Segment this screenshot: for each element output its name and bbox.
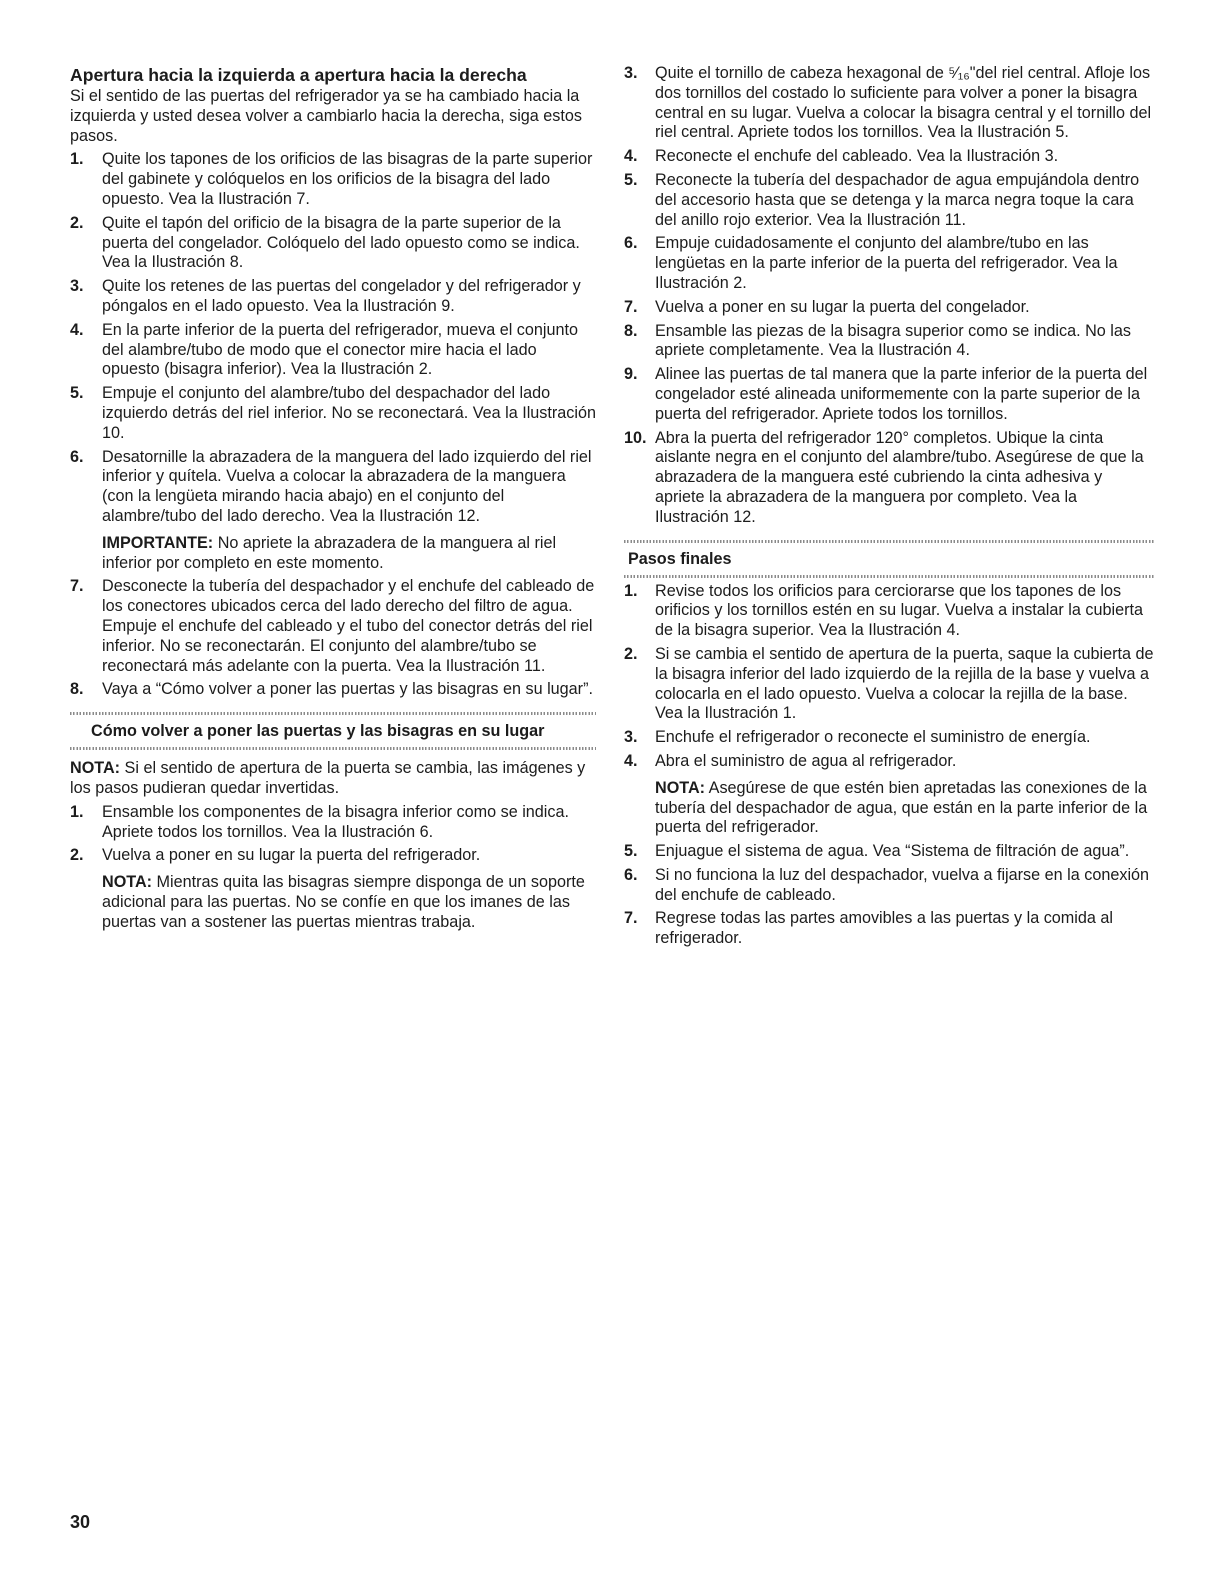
list-item: 1. Quite los tapones de los orificios de las bisagras de la parte superior del gabinete y colóquelos en los orificios de la bisagra del lado opuesto. Vea la Ilustración 7. [70,150,593,208]
list-item: 4. Abra el suministro de agua al refrigerador. NOTA: Asegúrese de que estén bien apretadas las conexiones de la tubería del despachador de agua, que están en la parte inferior de la puerta del refrigerador. [624,752,1154,838]
list-item: 4. En la parte inferior de la puerta del refrigerador, mueva el conjunto del alambre/tubo de modo que el conector mire hacia el lado opuesto (bisagra inferior). Vea la Ilustración 2. [70,320,579,379]
subheading-block [70,712,596,750]
list-item: 5. Reconecte la tubería del despachador de agua empujándola dentro del accesorio hasta que se detenga y la marca negra toque la cara del anillo rojo exterior. Vea la Ilustración 11. [624,170,1140,229]
list-item: 7. Vuelva a poner en su lugar la puerta del congelador. [624,297,1030,316]
list-item: 5. Enjuague el sistema de agua. Vea “Sistema de filtración de agua”. [624,842,1130,861]
list-item: 2. Vuelva a poner en su lugar la puerta del refrigerador. NOTA: Mientras quita las bisagras siempre disponga de un soporte adicional para las puertas. No se confíe en que los imanes de las puertas van a sostener las puertas mientras trabaja. [70,846,596,932]
list-item: 6. Empuje cuidadosamente el conjunto del alambre/tubo en las lengüetas en la parte inferior de la puerta del refrigerador. Vea la Ilustración 2. [624,234,1118,292]
list-item: 8. Ensamble las piezas de la bisagra superior como se indica. No las apriete completamente. Vea la Ilustración 4. [624,321,1131,360]
section-heading-left-to-right: Apertura hacia la izquierda a apertura hacia la derecha [70,65,527,85]
list-item: 1. Revise todos los orificios para cerciorarse que los tapones de los orificios y los tornillos estén en su lugar. Vuelva a instalar la cubierta de la bisagra superior. Vea la Ilustración 4. [624,581,1143,640]
list-item: 6. Si no funciona la luz del despachador, vuelva a fijarse en la conexión del enchufe de cableado. [624,865,1150,904]
left-column [70,64,596,932]
list-item: 5. Empuje el conjunto del alambre/tubo del despachador del lado izquierdo detrás del riel inferior. No se reconectará. Vea la Ilustración 10. [70,384,596,442]
right-steps-list [624,64,1154,528]
list-item: 3. Enchufe el refrigerador o reconecte el suministro de energía. [624,728,1091,747]
subheading-reinstall-doors: Cómo volver a poner las puertas y las bisagras en su lugar [91,722,545,741]
list-item: 2. Si se cambia el sentido de apertura de la puerta, saque la cubierta de la bisagra inferior del lado izquierdo de la rejilla de la base y vuelva a colocarla en el lado opuesto. Vuelva a colocar la rejilla de la base. Vea la Ilustración 1. [624,644,1154,723]
list-item: 7. Regrese todas las partes amovibles a las puertas y la comida al refrigerador. [624,909,1113,948]
list-item: 2. Quite el tapón del orificio de la bisagra de la parte superior de la puerta del congelador. Colóquelo del lado opuesto como se indica. Vea la Ilustración 8. [70,213,580,272]
note-paragraph: NOTA: Si el sentido de apertura de la puerta se cambia, las imágenes y los pasos pudieran quedar invertidas. [70,759,586,797]
left-steps-list [70,150,596,700]
page-number: 30 [70,1512,91,1532]
left-steps-list-2 [70,803,596,933]
note: NOTA: Mientras quita las bisagras siempre disponga de un soporte adicional para las puertas. No se confíe en que los imanes de las puertas van a sostener las puertas mientras trabaja. [102,873,585,931]
list-item: 9. Alinee las puertas de tal manera que la parte inferior de la puerta del congelador esté alineada uniformemente con la parte superior de la puerta del refrigerador. Apriete todos los tornillos. [624,365,1148,423]
list-item: 8. Vaya a “Cómo volver a poner las puertas y las bisagras en su lugar”. [70,680,593,699]
important-note: IMPORTANTE: No apriete la abrazadera de la manguera al riel inferior por completo en este momento. [102,533,557,572]
right-steps-list-2 [624,582,1154,950]
list-item: 10. Abra la puerta del refrigerador 120° completos. Ubique la cinta aislante negra en el conjunto del alambre/tubo. Asegúrese de que la abrazadera de la manguera esté cubriendo la cinta adhesiva y apriete la abrazadera de la manguera por completo. Vea la Ilustración 12. [624,428,1144,526]
list-item: 1. Ensamble los componentes de la bisagra inferior como se indica. Apriete todos los tornillos. Vea la Ilustración 6. [70,802,569,841]
list-item: 3. Quite los retenes de las puertas del congelador y del refrigerador y póngalos en el lado opuesto. Vea la Ilustración 9. [70,277,581,315]
dotted-divider [624,575,1154,578]
list-item: 4. Reconecte el enchufe del cableado. Vea la Ilustración 3. [624,147,1059,166]
note: NOTA: Asegúrese de que estén bien apretadas las conexiones de la tubería del despachador de agua, que están en la parte inferior de la puerta del refrigerador. [655,778,1148,837]
list-item: 6. Desatornille la abrazadera de la manguera del lado izquierdo del riel inferior y quítela. Vuelva a colocar la abrazadera de la manguera (con la lengüeta mirando hacia abajo) en el conjunto del alambre/tubo del lado derecho. Vea la Ilustración 12. IMPORTANTE: No apriete la abrazadera de la manguera al riel inferior por completo en este momento. [70,448,596,574]
section-intro: Si el sentido de las puertas del refrigerador ya se ha cambiado hacia la izquierda y usted desea volver a cambiarlo hacia la derecha, siga estos pasos. [70,87,582,145]
list-item: 7. Desconecte la tubería del despachador y el enchufe del cableado de los conectores ubicados cerca del lado derecho del filtro de agua. Empuje el enchufe del cableado y el tubo del conector detrás del riel inferior. No se reconectarán. El conjunto del alambre/tubo se reconectará más adelante con la puerta. Vea la Ilustración 11. [70,577,595,675]
list-item: 3. Quite el tornillo de cabeza hexagonal de ⁵⁄₁₆"del riel central. Afloje los dos tornillos del costado lo suficiente para volver a poner la bisagra central en su lugar. Vuelva a colocar la bisagra central y el tornillo del riel central. Apriete todos los tornillos. Vea la Ilustración 5. [624,64,1152,142]
subheading-final-steps: Pasos finales [628,549,732,568]
dotted-divider [70,747,596,750]
right-column [624,64,1154,949]
subheading-block [624,540,1154,578]
